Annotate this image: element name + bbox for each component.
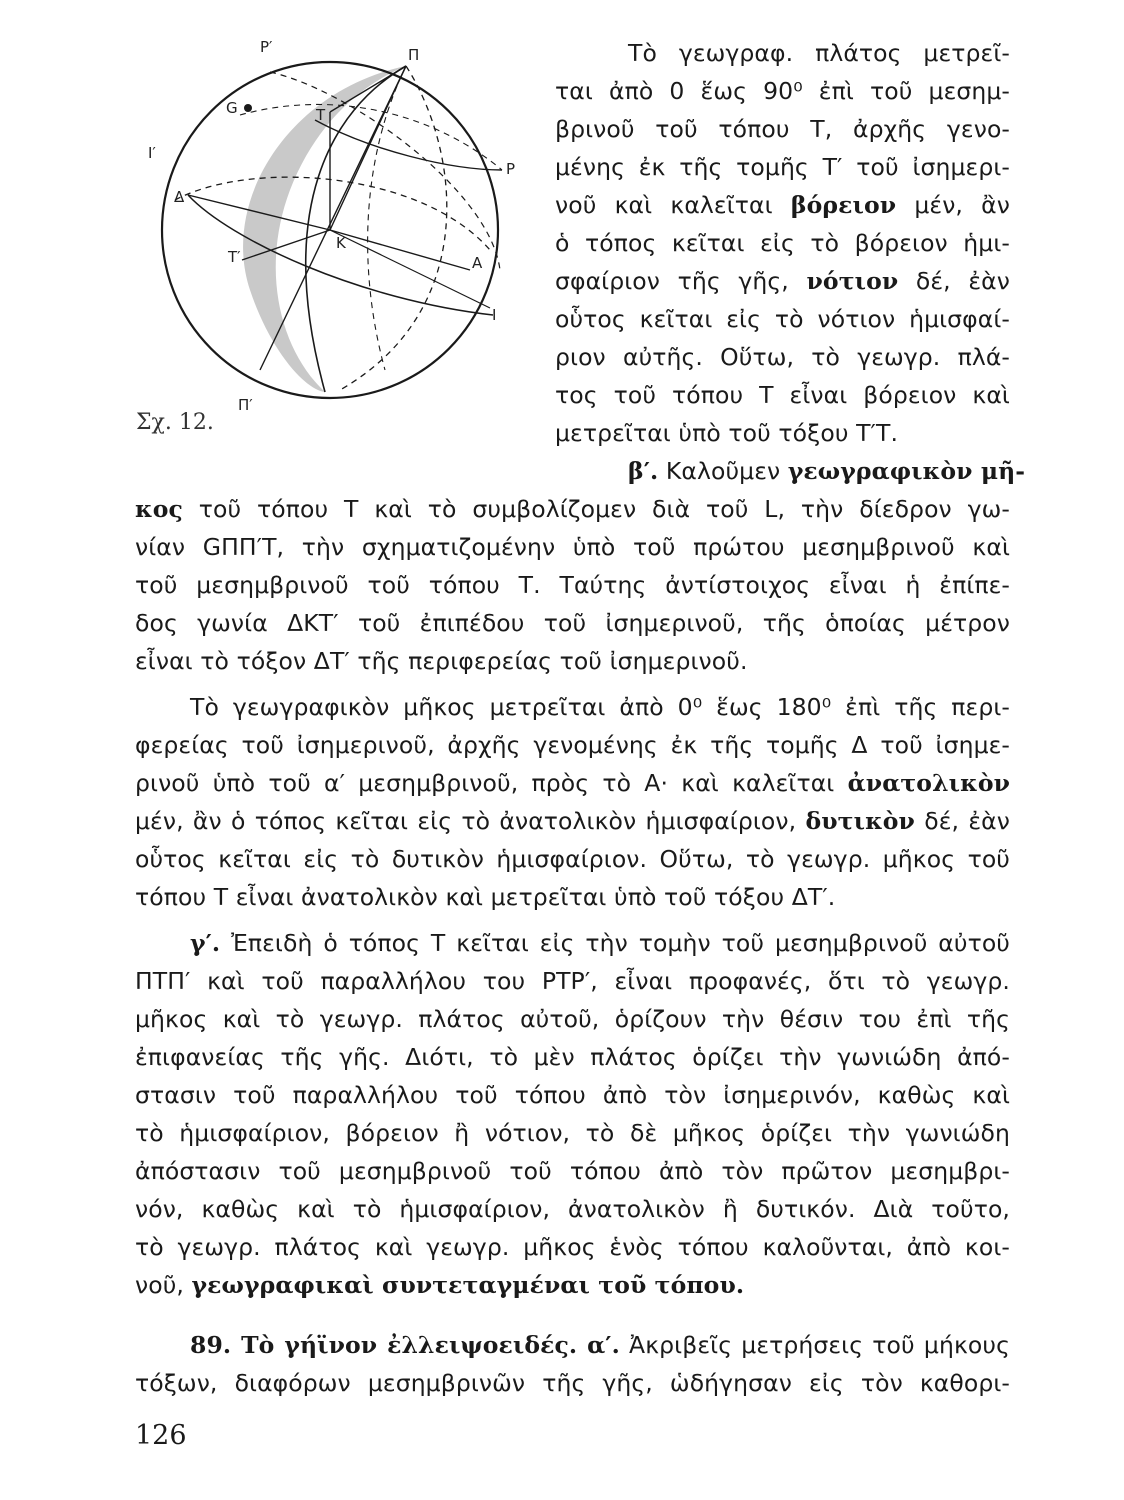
label-pi: Π — [408, 46, 420, 64]
para-b-line2-bold: κος — [135, 495, 183, 523]
section-89-heading: 89. Τὸ γήϊνον ἐλλειψοειδές. α′. — [190, 1331, 620, 1359]
boreion-after: μέν, ἂν — [896, 191, 1010, 219]
para-c-line-2: ΠΤΠ′ καὶ τοῦ παραλλήλου του ΡΤΡ′, εἶναι προφανές, ὅτι τὸ γεωγρ. — [135, 967, 1010, 995]
right-line-1: Τὸ γεωγραφ. πλάτος μετρεῖ- — [628, 39, 1010, 67]
right-line-10: τος τοῦ τόπου Τ εἶναι βόρειον καὶ — [555, 381, 1010, 409]
label-delta: Δ — [174, 188, 185, 206]
para-b-line-1 — [628, 456, 1026, 486]
para-long-line4-before: μέν, ἂν ὁ τόπος κεῖται εἰς τὸ ἀνατολικὸν ἡμισφαίριον, — [135, 807, 797, 835]
para-b-line-6: εἶναι τὸ τόξον ΔΤ′ τῆς περιφερείας τοῦ ἰσημερινοῦ. — [135, 647, 748, 675]
label-i-prime: I′ — [148, 144, 156, 162]
right-line-7-text: σφαίριον τῆς γῆς, — [555, 267, 789, 295]
para-long-line3-text: ρινοῦ ὑπὸ τοῦ α′ μεσημβρινοῦ, πρὸς τὸ Α· καὶ καλεῖται — [135, 769, 835, 797]
bold-anatolikon: ἀνατολικὸν — [847, 769, 1011, 797]
figure-caption: Σχ. 12. — [136, 410, 214, 435]
para-c-line1-text: Ἐπειδὴ ὁ τόπος Τ κεῖται εἰς τὴν τομὴν τοῦ μεσημβρινοῦ αὐτοῦ — [220, 929, 1010, 957]
para-b-line-5: δος γωνία ΔΚΤ′ τοῦ ἐπιπέδου τοῦ ἰσημερινοῦ, τῆς ὁποίας μέτρον — [135, 609, 1010, 637]
point-g — [244, 104, 252, 112]
label-i: I — [492, 306, 497, 324]
para-c-line-5: στασιν τοῦ παραλλήλου τοῦ τόπου ἀπὸ τὸν ἰσημερινόν, καθὼς καὶ — [135, 1081, 1010, 1109]
prime-meridian-dashed — [270, 72, 500, 270]
para-b-line2-text: τοῦ τόπου Τ καὶ τὸ συμβολίζομεν διὰ τοῦ L, τὴν δίεδρον γω- — [182, 495, 1010, 523]
para-c-line-4: ἐπιφανείας τῆς γῆς. Διότι, τὸ μὲν πλάτος ὁρίζει τὴν γωνιώδη ἀπό- — [135, 1043, 1010, 1071]
para-c-line-9: τὸ γεωγρ. πλάτος καὶ γεωγρ. μῆκος ἑνὸς τόπου καλοῦνται, ἀπὸ κοι- — [135, 1233, 1010, 1261]
notion-after: δέ, ἐὰν — [898, 267, 1010, 295]
section-89-line-2: τόξων, διαφόρων μεσημβρινῶν τῆς γῆς, ὡδήγησαν εἰς τὸν καθορι- — [135, 1369, 1010, 1397]
right-line-5-text: νοῦ καὶ καλεῖται — [555, 191, 773, 219]
right-line-8: οὗτος κεῖται εἰς τὸ νότιον ἡμισφαί- — [555, 305, 1010, 333]
right-line-6: ὁ τόπος κεῖται εἰς τὸ βόρειον ἡμι- — [555, 229, 1010, 257]
para-b-line-2 — [135, 494, 1010, 524]
para-long-line-4 — [135, 806, 1010, 836]
para-long-line-2: φερείας τοῦ ἰσημερινοῦ, ἀρχῆς γενομένης ἐκ τῆς τομῆς Δ τοῦ ἰσημε- — [135, 731, 1010, 759]
para-long-line4-after: δέ, ἐὰν — [914, 807, 1010, 835]
equator-back — [175, 177, 490, 250]
right-line-5 — [555, 190, 1010, 220]
right-line-9: ριον αὐτῆς. Οὕτω, τὸ γεωγρ. πλά- — [555, 343, 1010, 371]
bold-boreion: βόρειον — [790, 191, 897, 219]
page-number: 126 — [135, 1420, 187, 1451]
para-c-line-6: τὸ ἡμισφαίριον, βόρειον ἢ νότιον, τὸ δὲ μῆκος ὁρίζει τὴν γωνιώδη — [135, 1119, 1010, 1147]
label-k: K — [336, 234, 346, 252]
para-c-last-bold: γεωγραφικαὶ συντεταγμέναι τοῦ τόπου. — [191, 1271, 745, 1299]
para-b-line1-text: Καλοῦμεν — [658, 457, 788, 485]
para-long-line-1: Τὸ γεωγραφικὸν μῆκος μετρεῖται ἀπὸ 0⁰ ἕως 180⁰ ἐπὶ τῆς περι- — [190, 693, 1010, 721]
right-line-11: μετρεῖται ὑπὸ τοῦ τόξου Τ′Τ. — [555, 419, 899, 447]
label-a: A — [472, 254, 483, 272]
para-c-last-text: νοῦ, — [135, 1271, 192, 1299]
para-c-line-10 — [135, 1270, 1010, 1300]
para-b-line-4: τοῦ μεσημβρινοῦ τοῦ τόπου Τ. Ταύτης ἀντίστοιχος εἶναι ἡ ἐπίπε- — [135, 571, 1010, 599]
para-long-line-6: τόπου Τ εἶναι ἀνατολικὸν καὶ μετρεῖται ὑπὸ τοῦ τόξου ΔΤ′. — [135, 883, 836, 911]
sphere-diagram — [130, 30, 530, 420]
para-c-marker: γ′. — [190, 929, 221, 957]
label-t-prime: T′ — [228, 248, 241, 266]
right-line-2: ται ἀπὸ 0 ἕως 90⁰ ἐπὶ τοῦ μεσημ- — [555, 77, 1010, 105]
section-89-line-1 — [190, 1330, 1010, 1360]
para-c-line-8: νόν, καθὼς καὶ τὸ ἡμισφαίριον, ἀνατολικὸν ἢ δυτικόν. Διὰ τοῦτο, — [135, 1195, 1010, 1223]
para-c-line-1 — [190, 928, 1010, 958]
para-long-line-3 — [135, 768, 1010, 798]
para-c-line-7: ἀπόστασιν τοῦ μεσημβρινοῦ τοῦ τόπου ἀπὸ τὸν πρῶτον μεσημβρι- — [135, 1157, 1010, 1185]
label-p-prime: P′ — [260, 38, 273, 56]
para-b-line1-bold: γεωγραφικὸν μῆ- — [787, 457, 1026, 485]
figure-12 — [130, 30, 530, 420]
section-89-line1-text: Ἀκριβεῖς μετρήσεις τοῦ μήκους — [619, 1331, 1010, 1359]
para-c-line-3: μῆκος καὶ τὸ γεωγρ. πλάτος αὐτοῦ, ὁρίζουν τὴν θέσιν του ἐπὶ τῆς — [135, 1005, 1010, 1033]
bold-notion: νότιον — [806, 267, 899, 295]
label-t: T — [316, 106, 326, 124]
right-line-3: βρινοῦ τοῦ τόπου Τ, ἀρχῆς γενο- — [555, 115, 1010, 143]
meridian-front-2 — [368, 66, 406, 370]
bold-dytikon: δυτικὸν — [805, 807, 915, 835]
para-b-marker: β′. — [628, 457, 659, 485]
label-g: G — [226, 99, 238, 117]
para-long-line-5: οὗτος κεῖται εἰς τὸ δυτικὸν ἡμισφαίριον. Οὕτω, τὸ γεωγρ. μῆκος τοῦ — [135, 845, 1010, 873]
right-line-4: μένης ἐκ τῆς τομῆς Τ′ τοῦ ἰσημερι- — [555, 153, 1010, 181]
right-line-7 — [555, 266, 1010, 296]
para-b-line-3: νίαν GΠΠ′Τ, τὴν σχηματιζομένην ὑπὸ τοῦ πρώτου μεσημβρινοῦ καὶ — [135, 533, 1010, 561]
label-pi-prime: Π′ — [238, 396, 253, 414]
label-p: P — [506, 160, 516, 178]
